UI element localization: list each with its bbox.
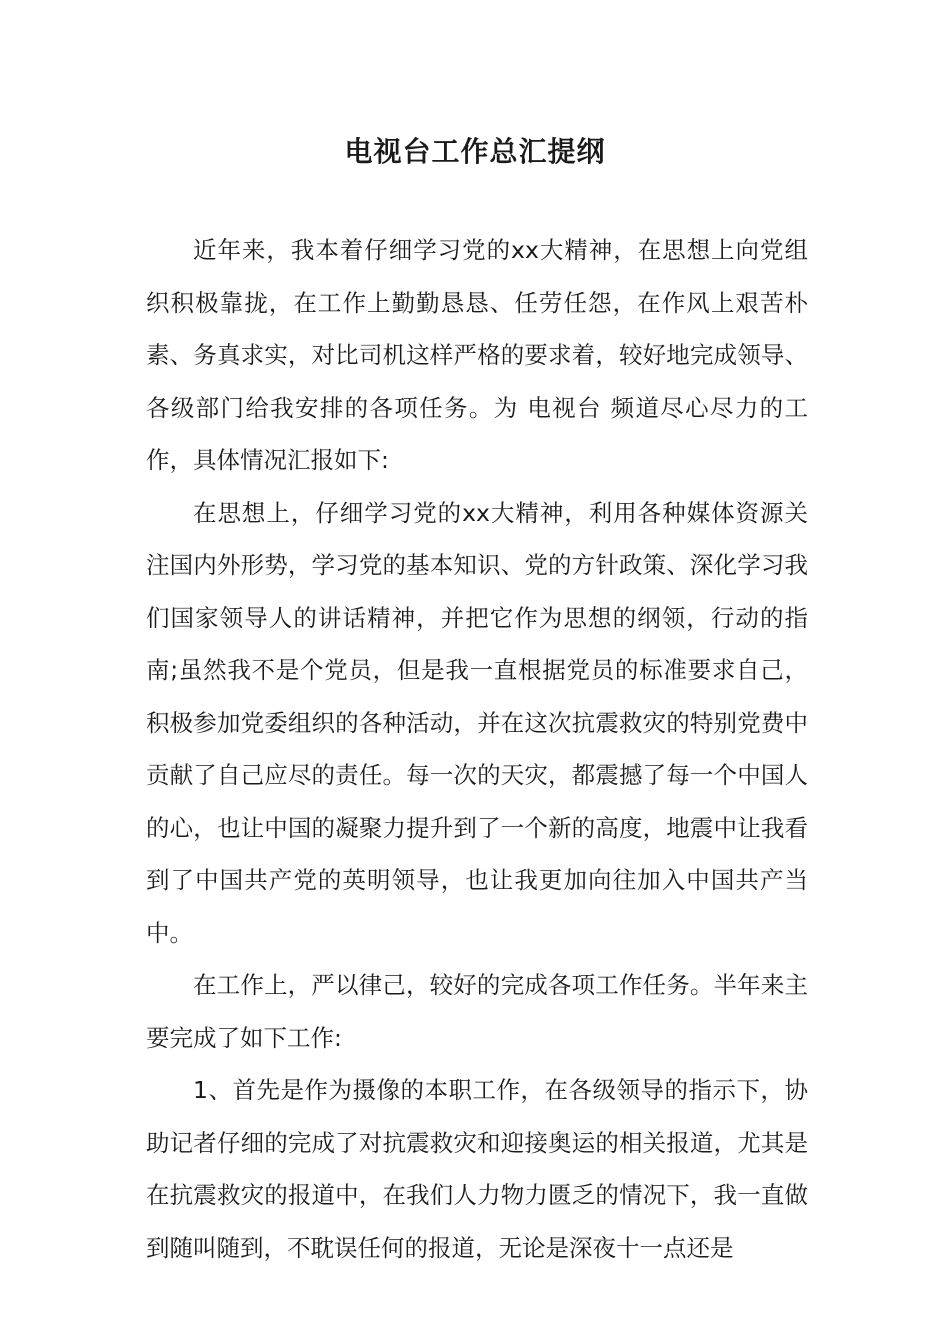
document-title: 电视台工作总汇提纲 xyxy=(344,135,606,168)
document-body xyxy=(146,224,808,1274)
paragraph-item-1: 1、首先是作为摄像的本职工作，在各级领导的指示下，协助记者仔细的完成了对抗震救灾和迎接奥运的相关报道，尤其是在抗震救灾的报道中，在我们人力物力匮乏的情况下，我一直做到随叫随到，不耽误任何的报道，无论是深夜十一点还是 xyxy=(146,1076,808,1262)
paragraph-intro: 近年来，我本着仔细学习党的xx大精神，在思想上向党组织积极靠拢，在工作上勤勤恳恳、任劳任怨，在作风上艰苦朴素、务真求实，对比司机这样严格的要求着，较好地完成领导、各级部门给我安排的各项任务。为 电视台 频道尽心尽力的工作，具体情况汇报如下: xyxy=(146,236,808,474)
paragraph-work: 在工作上，严以律己，较好的完成各项工作任务。半年来主要完成了如下工作: xyxy=(146,971,808,1052)
paragraph-ideology: 在思想上，仔细学习党的xx大精神，利用各种媒体资源关注国内外形势，学习党的基本知识、党的方针政策、深化学习我们国家领导人的讲话精神，并把它作为思想的纲领，行动的指南;虽然我不是个党员，但是我一直根据党员的标准要求自己，积极参加党委组织的各种活动，并在这次抗震救灾的特别党费中贡献了自己应尽的责任。每一次的天灾，都震撼了每一个中国人的心，也让中国的凝聚力提升到了一个新的高度，地震中让我看到了中国共产党的英明领导，也让我更加向往加入中国共产当中。 xyxy=(146,498,808,947)
